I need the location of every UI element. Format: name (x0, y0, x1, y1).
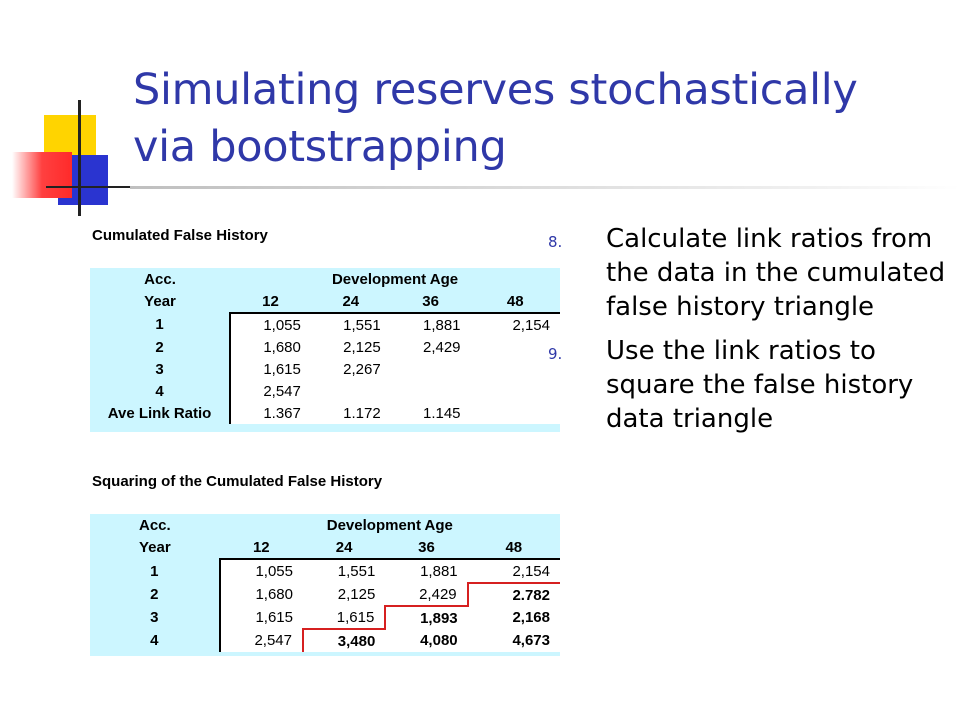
table1-cell (391, 358, 471, 380)
table-row (90, 336, 560, 358)
table1-caption: Cumulated False History (92, 227, 268, 244)
table-row (90, 380, 560, 402)
table1-cell: 1,680 (230, 336, 311, 358)
table2-cell: 2,154 (468, 559, 560, 583)
table1-col-header: 12 (262, 292, 279, 310)
table2-col-header: 36 (418, 538, 435, 556)
table1-link-ratio-empty (471, 402, 560, 424)
table2-col-header: 48 (505, 538, 523, 556)
table1-cell (311, 380, 391, 402)
table1-col-header: 48 (506, 292, 524, 310)
table2-projected-cell: 1,893 (385, 606, 467, 629)
table2-grid (90, 514, 560, 652)
red-square-decoration (12, 152, 72, 198)
table1-cell: 2,547 (230, 380, 311, 402)
table1-cell: 1,881 (391, 313, 471, 336)
logo-horizontal-line (46, 186, 130, 188)
table2-cell: 1,055 (220, 559, 303, 583)
table1 (90, 268, 563, 432)
table2-cell: 2,125 (303, 583, 385, 606)
bullet-item (548, 222, 948, 324)
bullet-list (548, 222, 948, 446)
table1-cell: 2,267 (311, 358, 391, 380)
table1-link-ratio: 1.172 (311, 402, 391, 424)
table1-link-ratio-label: Ave Link Ratio (107, 404, 212, 422)
table2-projected-cell: 4,673 (468, 629, 560, 652)
table2-acc-header: Acc. (138, 516, 171, 534)
table2-year-cell: 1 (150, 562, 159, 580)
table2-year-cell: 3 (150, 609, 159, 626)
table2-year-cell: 4 (150, 632, 159, 649)
table2-cell: 1,551 (303, 559, 385, 583)
bullet-text: Use the link ratios to square the false history data triangle (606, 336, 914, 434)
table1-cell: 2,154 (471, 313, 560, 336)
table1-cell: 1,615 (230, 358, 311, 380)
table1-year-header: Year (144, 293, 176, 310)
table1-year-cell: 3 (155, 360, 164, 378)
table2-projected-cell: 3,480 (303, 629, 385, 652)
table1-cell: 1,055 (230, 313, 311, 336)
table2-year-header: Year (138, 539, 171, 556)
table1-year-cell: 2 (155, 338, 164, 356)
table2-cell: 1,680 (220, 583, 303, 606)
table2-cell: 2,429 (385, 583, 467, 606)
table2-projected-cell: 2.782 (468, 583, 560, 606)
table-row (90, 402, 560, 424)
table1-acc-header: Acc. (144, 270, 176, 288)
table1-year-cell: 1 (155, 316, 164, 333)
bullet-number: 8. (548, 233, 563, 251)
table-row (90, 583, 560, 606)
table2-caption: Squaring of the Cumulated False History (92, 473, 383, 490)
table1-link-ratio: 1.145 (391, 402, 471, 424)
title-underline (130, 186, 960, 189)
table-row (90, 313, 560, 336)
table2-cell: 1,881 (385, 559, 467, 583)
table1-cell: 2,429 (391, 336, 471, 358)
table-row (90, 629, 560, 652)
table1-grid (90, 268, 563, 424)
table2-dev-age-header: Development Age (326, 516, 453, 534)
bullet-number: 9. (548, 345, 563, 363)
table1-year-cell: 4 (155, 382, 164, 400)
table-row (90, 559, 560, 583)
table2-col-header: 24 (335, 538, 353, 556)
table1-cell: 1,551 (311, 313, 391, 336)
table2 (90, 514, 560, 656)
table1-cell (391, 380, 471, 402)
table2-cell: 1,615 (303, 606, 385, 629)
bullet-item (548, 334, 948, 436)
table2-cell: 1,615 (220, 606, 303, 629)
table1-link-ratio: 1.367 (230, 402, 311, 424)
slide-title: Simulating reserves stochastically via bootstrapping (133, 65, 858, 172)
decorative-logo (0, 95, 130, 220)
table1-col-header: 24 (342, 292, 360, 310)
table-row (90, 606, 560, 629)
table2-cell: 2,547 (220, 629, 303, 652)
table1-cell (471, 358, 560, 380)
bullet-text: Calculate link ratios from the data in the cumulated false history triangle (606, 224, 946, 322)
table-row (90, 358, 560, 380)
table1-col-header: 36 (422, 292, 439, 310)
table2-projected-cell: 2,168 (468, 606, 560, 629)
table1-cell (471, 336, 560, 358)
table2-col-header: 12 (252, 538, 270, 556)
table2-year-cell: 2 (150, 586, 159, 603)
table1-cell (471, 380, 560, 402)
logo-vertical-line (78, 100, 81, 216)
table1-cell: 2,125 (311, 336, 391, 358)
table2-projected-cell: 4,080 (385, 629, 467, 652)
table1-dev-age-header: Development Age (331, 270, 459, 288)
